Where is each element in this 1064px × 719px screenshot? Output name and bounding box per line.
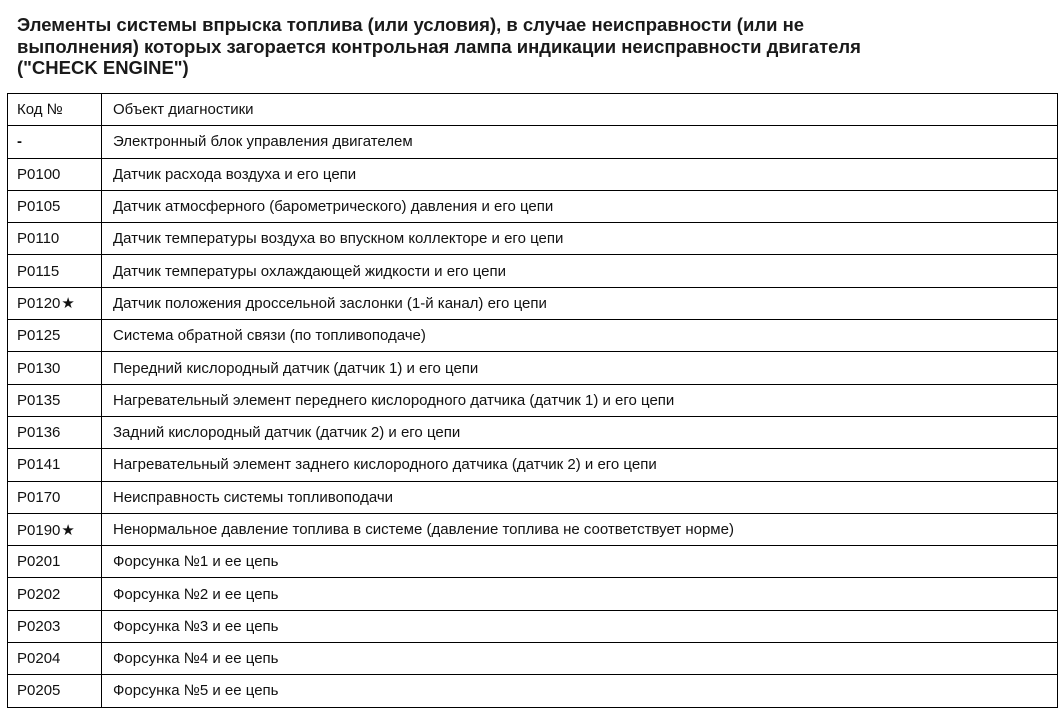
- code-cell: [8, 513, 102, 545]
- table-row: [8, 384, 1058, 416]
- diagnostic-object-cell: Датчик положения дроссельной заслонки (1-й канал) его цепи: [102, 287, 1058, 319]
- code-cell: [8, 610, 102, 642]
- diagnostic-object-cell: Система обратной связи (по топливоподаче): [102, 320, 1058, 352]
- table-row: [8, 449, 1058, 481]
- table-row: [8, 126, 1058, 158]
- fault-code: P0203: [17, 617, 61, 635]
- fault-code: P0170: [17, 488, 61, 506]
- fault-code: P0202: [17, 585, 61, 603]
- code-cell: [8, 158, 102, 190]
- code-cell: [8, 546, 102, 578]
- code-cell: [8, 352, 102, 384]
- title-line-1: Элементы системы впрыска топлива (или условия), в случае неисправности (или не: [17, 14, 805, 35]
- fault-code: P0141: [17, 456, 61, 474]
- diagnostic-object-cell: Неисправность системы топливоподачи: [102, 481, 1058, 513]
- title-line-3: ("CHECK ENGINE"): [17, 57, 189, 78]
- fault-code: P0130: [17, 359, 61, 377]
- diagnostic-object-cell: Датчик температуры охлаждающей жидкости и его цепи: [102, 255, 1058, 287]
- diagnostic-object-cell: Задний кислородный датчик (датчик 2) и его цепи: [102, 416, 1058, 448]
- diagnostic-object-cell: Передний кислородный датчик (датчик 1) и его цепи: [102, 352, 1058, 384]
- header-object: Объект диагностики: [102, 94, 1058, 126]
- diagnostic-codes-table: [7, 93, 1058, 708]
- table-row: [8, 643, 1058, 675]
- diagnostic-object-cell: Форсунка №4 и ее цепь: [102, 643, 1058, 675]
- fault-code: P0110: [17, 230, 60, 248]
- fault-code: P0135: [17, 391, 61, 409]
- diagnostic-object-cell: Ненормальное давление топлива в системе (давление топлива не соответствует норме): [102, 513, 1058, 545]
- title-line-2: выполнения) которых загорается контрольная лампа индикации неисправности двигателя: [17, 35, 861, 57]
- fault-code: -: [17, 133, 22, 151]
- table-body: [8, 126, 1058, 707]
- code-cell: [8, 416, 102, 448]
- table-row: [8, 190, 1058, 222]
- table-row: [8, 481, 1058, 513]
- code-cell: [8, 126, 102, 158]
- code-cell: [8, 190, 102, 222]
- code-cell: [8, 384, 102, 416]
- code-cell: [8, 287, 102, 319]
- fault-code: P0105: [17, 198, 61, 216]
- fault-code: P0120: [17, 295, 61, 313]
- fault-code: P0190: [17, 521, 61, 539]
- table-row: [8, 610, 1058, 642]
- code-cell: [8, 320, 102, 352]
- diagnostic-object-cell: Датчик температуры воздуха во впускном коллекторе и его цепи: [102, 223, 1058, 255]
- fault-code: P0205: [17, 682, 61, 700]
- table-row: [8, 513, 1058, 545]
- code-cell: [8, 675, 102, 707]
- table-row: [8, 352, 1058, 384]
- star-icon: ★: [61, 295, 75, 313]
- diagnostic-object-cell: Нагревательный элемент переднего кислородного датчика (датчик 1) и его цепи: [102, 384, 1058, 416]
- table-row: [8, 546, 1058, 578]
- table-row: [8, 255, 1058, 287]
- diagnostic-object-cell: Форсунка №1 и ее цепь: [102, 546, 1058, 578]
- table-row: [8, 287, 1058, 319]
- diagnostic-object-cell: Датчик атмосферного (барометрического) давления и его цепи: [102, 190, 1058, 222]
- code-cell: [8, 643, 102, 675]
- table-row: [8, 578, 1058, 610]
- table-header: [8, 94, 1058, 126]
- fault-code: P0136: [17, 424, 61, 442]
- diagnostic-object-cell: Форсунка №2 и ее цепь: [102, 578, 1058, 610]
- code-cell: [8, 481, 102, 513]
- table-row: [8, 158, 1058, 190]
- code-cell: [8, 578, 102, 610]
- code-cell: [8, 255, 102, 287]
- table-row: [8, 416, 1058, 448]
- diagnostic-object-cell: Электронный блок управления двигателем: [102, 126, 1058, 158]
- diagnostic-object-cell: Датчик расхода воздуха и его цепи: [102, 158, 1058, 190]
- diagnostic-object-cell: Форсунка №3 и ее цепь: [102, 610, 1058, 642]
- header-code: Код №: [8, 94, 102, 126]
- table-row: [8, 223, 1058, 255]
- diagnostic-object-cell: Форсунка №5 и ее цепь: [102, 675, 1058, 707]
- fault-code: P0100: [17, 165, 61, 183]
- fault-code: P0125: [17, 327, 61, 345]
- fault-code: P0201: [17, 553, 61, 571]
- fault-code: P0204: [17, 650, 61, 668]
- table-row: [8, 320, 1058, 352]
- diagnostic-object-cell: Нагревательный элемент заднего кислородного датчика (датчик 2) и его цепи: [102, 449, 1058, 481]
- fault-code: P0115: [17, 262, 60, 280]
- table-row: [8, 675, 1058, 707]
- header-row: [8, 94, 1058, 126]
- code-cell: [8, 449, 102, 481]
- star-icon: ★: [61, 521, 75, 539]
- document-title: [17, 14, 1057, 79]
- code-cell: [8, 223, 102, 255]
